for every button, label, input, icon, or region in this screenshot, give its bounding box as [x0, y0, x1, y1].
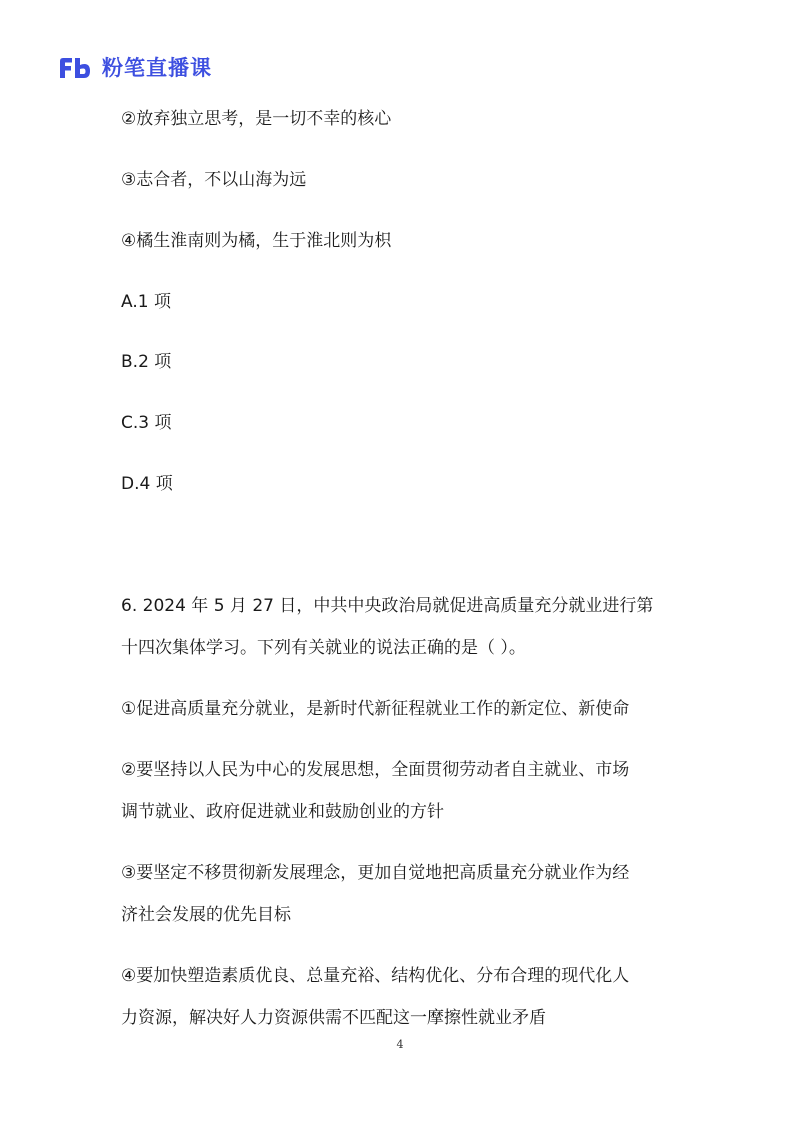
q6-statement-2-line-2: 调节就业、政府促进就业和鼓励创业的方针: [121, 802, 444, 822]
q6-statement-1: ①促进高质量充分就业，是新时代新征程就业工作的新定位、新使命: [121, 699, 630, 719]
page-header: [58, 54, 212, 82]
q6-statement-4-line-2: 力资源，解决好人力资源供需不匹配这一摩擦性就业矛盾: [121, 1008, 546, 1028]
q6-stem-line-2: 十四次集体学习。下列有关就业的说法正确的是（ ）。: [121, 638, 526, 658]
fb-logo-icon: [58, 56, 92, 80]
q5-statement-3: ③志合者，不以山海为远: [121, 170, 307, 190]
q6-statement-2-line-1: ②要坚持以人民为中心的发展思想，全面贯彻劳动者自主就业、市场: [121, 760, 630, 780]
q6-statement-4-line-1: ④要加快塑造素质优良、总量充裕、结构优化、分布合理的现代化人: [121, 966, 630, 986]
q5-option-a: A.1 项: [121, 292, 171, 312]
page-number: 4: [396, 1038, 404, 1051]
q6-stem-line-1: 6. 2024 年 5 月 27 日，中共中央政治局就促进高质量充分就业进行第: [121, 596, 654, 616]
q6-statement-3-line-1: ③要坚定不移贯彻新发展理念，更加自觉地把高质量充分就业作为经: [121, 863, 630, 883]
q5-statement-2: ②放弃独立思考，是一切不幸的核心: [121, 109, 392, 129]
q5-option-b: B.2 项: [121, 352, 172, 372]
q5-option-c: C.3 项: [121, 413, 172, 433]
brand-name: 粉笔直播课: [102, 56, 212, 80]
q5-statement-4: ④橘生淮南则为橘，生于淮北则为枳: [121, 231, 392, 251]
q5-option-d: D.4 项: [121, 474, 173, 494]
q6-statement-3-line-2: 济社会发展的优先目标: [121, 905, 291, 925]
